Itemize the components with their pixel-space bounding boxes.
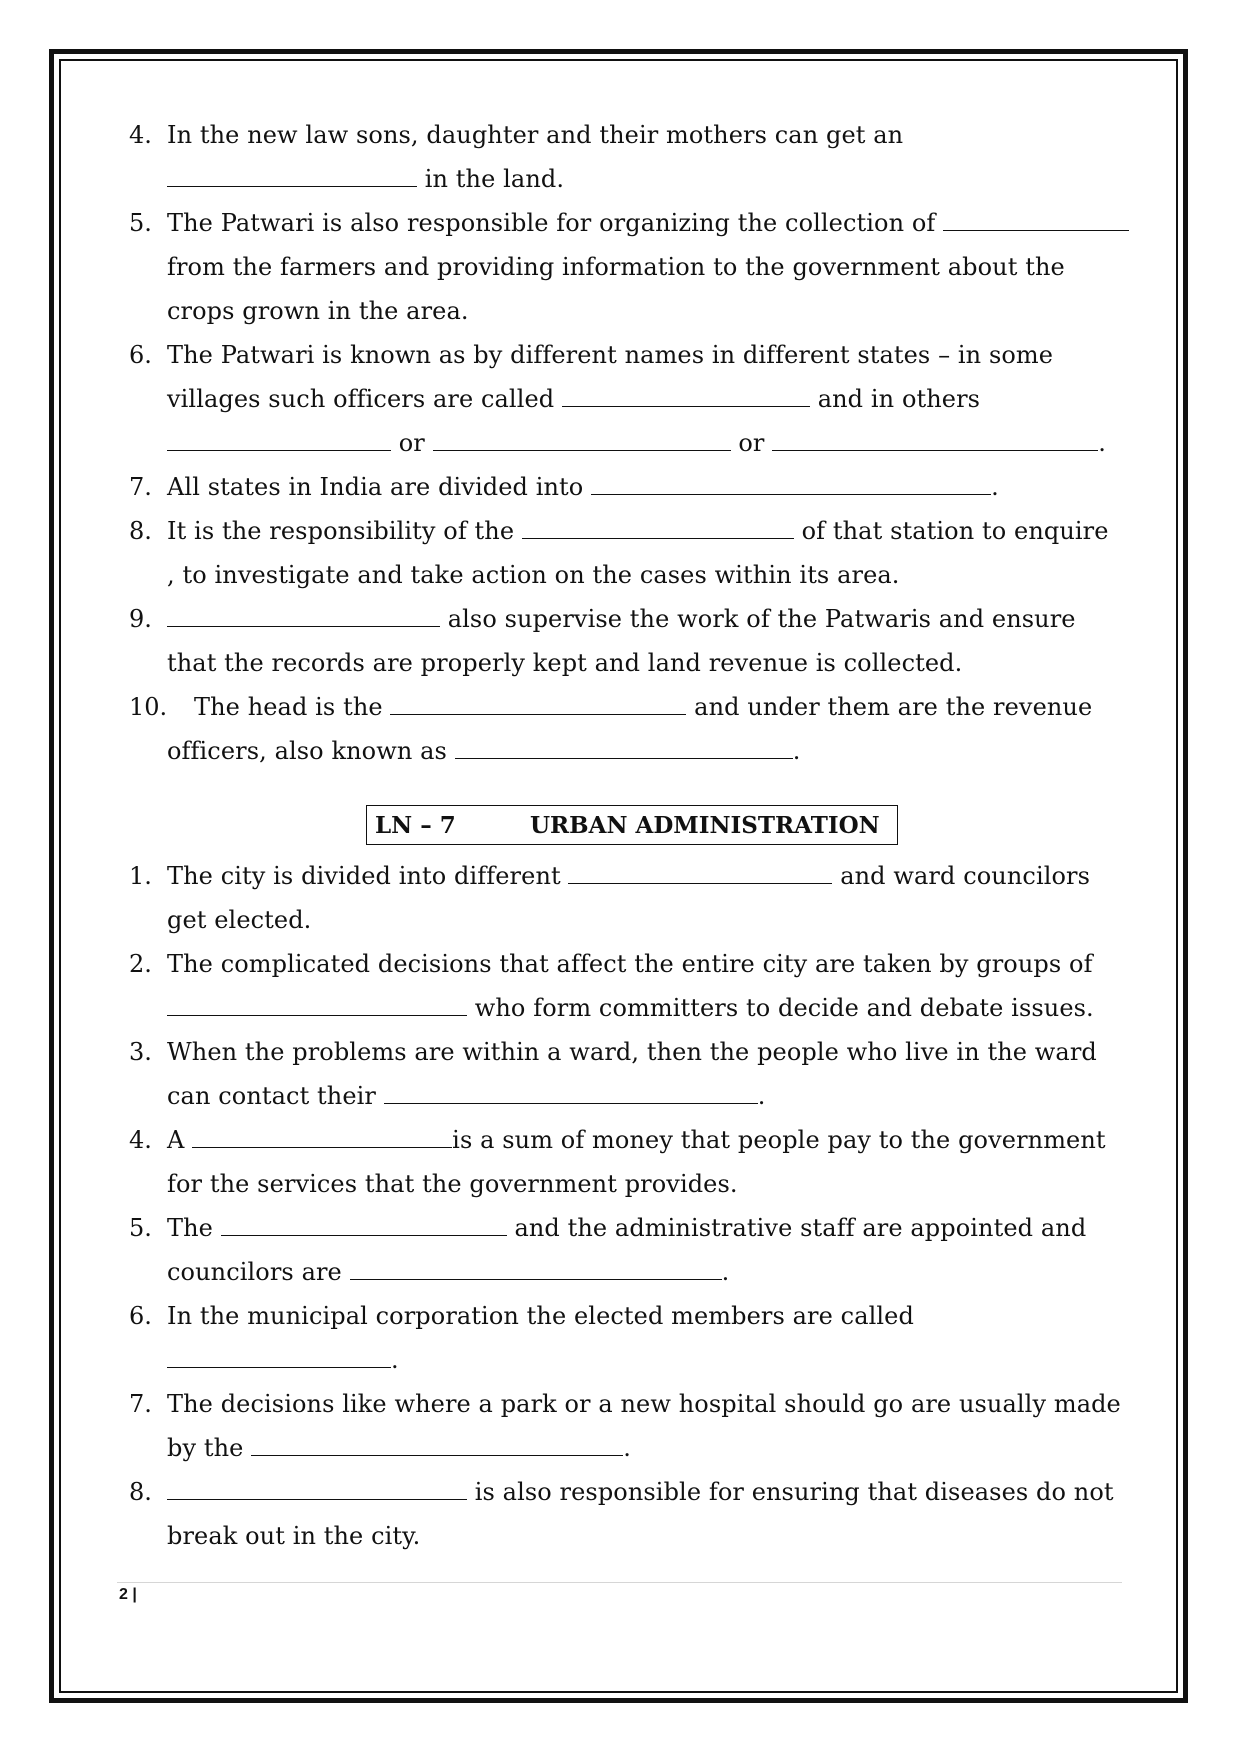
answer-blank[interactable] — [167, 1477, 467, 1500]
question-text: All states in India are divided into . — [167, 473, 999, 501]
answer-blank[interactable] — [167, 993, 467, 1016]
answer-blank[interactable] — [772, 428, 1098, 451]
question-number: 2. — [129, 950, 152, 978]
question-text: The Patwari is also responsible for organizing the collection of — [167, 208, 1129, 238]
lesson-code: LN – 7 — [375, 812, 456, 839]
question-text: can contact their . — [167, 1082, 766, 1110]
question-text: that the records are properly kept and land revenue is collected. — [167, 649, 963, 677]
answer-blank[interactable] — [384, 1081, 758, 1104]
answer-blank[interactable] — [167, 604, 440, 627]
question-text: . — [167, 1345, 399, 1375]
question-text: crops grown in the area. — [167, 297, 469, 325]
answer-blank[interactable] — [568, 861, 832, 884]
question-number: 7. — [129, 1390, 152, 1418]
question-text: A is a sum of money that people pay to the government — [167, 1126, 1106, 1154]
answer-blank[interactable] — [390, 692, 686, 715]
question-text: or or . — [167, 428, 1106, 458]
question-text: officers, also known as . — [167, 737, 801, 765]
question-text: It is the responsibility of the of that station to enquire — [167, 517, 1109, 545]
answer-blank[interactable] — [455, 736, 793, 759]
footer-divider — [117, 1582, 1122, 1583]
question-text: The and the administrative staff are appointed and — [167, 1214, 1087, 1242]
answer-blank[interactable] — [562, 384, 810, 407]
question-text: In the new law sons, daughter and their mothers can get an — [167, 121, 904, 149]
question-number: 9. — [129, 605, 152, 633]
question-text: for the services that the government provides. — [167, 1170, 738, 1198]
answer-blank[interactable] — [251, 1433, 623, 1456]
question-text: The head is the and under them are the revenue — [194, 693, 1093, 721]
answer-blank[interactable] — [943, 208, 1129, 231]
lesson-title: URBAN ADMINISTRATION — [530, 812, 880, 839]
answer-blank[interactable] — [167, 164, 417, 187]
question-number: 6. — [129, 341, 152, 369]
question-text: councilors are . — [167, 1258, 730, 1286]
page-number: 2 | — [119, 1586, 137, 1603]
question-number: 5. — [129, 209, 152, 237]
question-number: 4. — [129, 1126, 152, 1154]
question-text: The city is divided into different and ward councilors — [167, 862, 1091, 890]
answer-blank[interactable] — [522, 516, 794, 539]
question-text: The decisions like where a park or a new hospital should go are usually made — [167, 1390, 1121, 1418]
question-text: The complicated decisions that affect the entire city are taken by groups of — [167, 950, 1093, 978]
answer-blank[interactable] — [192, 1125, 452, 1148]
question-text: In the municipal corporation the elected members are called — [167, 1302, 914, 1330]
question-text: in the land. — [167, 164, 564, 194]
question-number: 3. — [129, 1038, 152, 1066]
question-number: 10. — [129, 693, 168, 721]
question-text: , to investigate and take action on the cases within its area. — [167, 561, 900, 589]
question-number: 7. — [129, 473, 152, 501]
answer-blank[interactable] — [167, 428, 391, 451]
question-text: also supervise the work of the Patwaris and ensure — [167, 604, 1076, 634]
question-text: by the . — [167, 1434, 631, 1462]
question-text: who form committers to decide and debate issues. — [167, 993, 1094, 1023]
answer-blank[interactable] — [350, 1257, 722, 1280]
answer-blank[interactable] — [591, 472, 991, 495]
question-text: get elected. — [167, 906, 312, 934]
question-text: When the problems are within a ward, then the people who live in the ward — [167, 1038, 1097, 1066]
question-number: 1. — [129, 862, 152, 890]
question-number: 5. — [129, 1214, 152, 1242]
answer-blank[interactable] — [167, 1345, 391, 1368]
question-number: 8. — [129, 1478, 152, 1506]
answer-blank[interactable] — [433, 428, 731, 451]
question-text: is also responsible for ensuring that diseases do not — [167, 1477, 1114, 1507]
question-number: 8. — [129, 517, 152, 545]
question-number: 4. — [129, 121, 152, 149]
question-text: from the farmers and providing information to the government about the — [167, 253, 1065, 281]
answer-blank[interactable] — [221, 1213, 507, 1236]
question-text: villages such officers are called and in others — [167, 385, 981, 413]
question-number: 6. — [129, 1302, 152, 1330]
question-text: break out in the city. — [167, 1522, 421, 1550]
question-text: The Patwari is known as by different names in different states – in some — [167, 341, 1054, 369]
